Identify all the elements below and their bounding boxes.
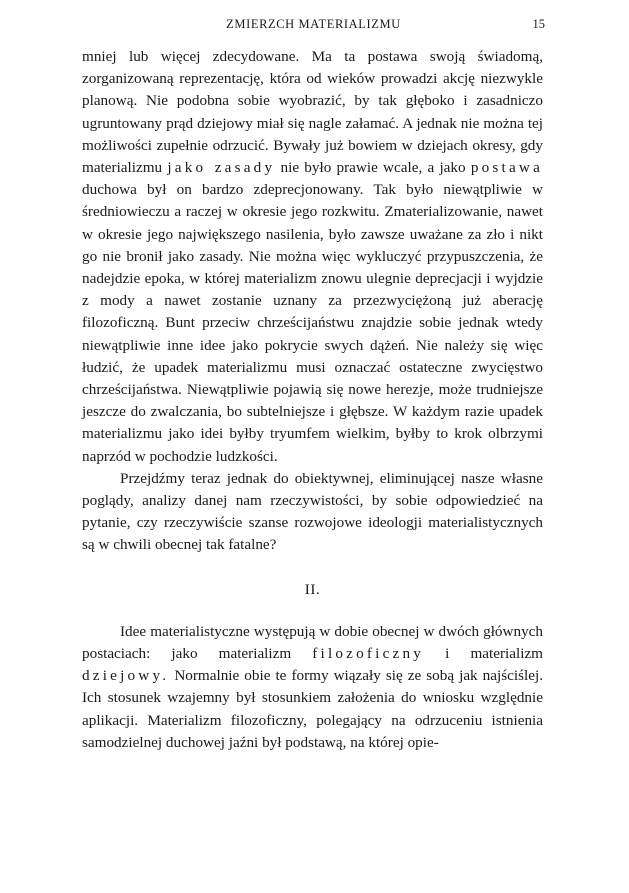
body-text bbox=[82, 46, 543, 754]
paragraph-text: Normalnie obie te formy wiązały się ze sobą jak najściślej. Ich stosunek wzajemny był stosunkiem założenia do wniosku względnie aplikacji. Materializm filozoficzny, polegający na odrzuceniu istnienia samodzielnej duchowej jaźni był podstawą, na której opie- bbox=[82, 667, 543, 751]
running-title: ZMIERZCH MATERIALIZMU bbox=[226, 17, 401, 31]
paragraph-continued bbox=[82, 46, 543, 468]
emphasized-text: postawa bbox=[470, 159, 544, 177]
emphasized-text: filozoficzny bbox=[312, 645, 425, 663]
paragraph-text: mniej lub więcej zdecydowane. Ma ta postawa swoją świadomą, zorganizowaną reprezentację, która od wieków prowadzi akcję niezwykle planową. Nie podobna sobie wyobrazić, by tak głęboko i zasadniczo ugruntowany prąd dziejowy miał się nagle załamać. A jednak nie można tej możliwości zupełnie odrzucić. Bywały już bowiem w dziejach okresy, gdy materializmu bbox=[82, 48, 543, 177]
section-heading: II. bbox=[304, 580, 321, 598]
page-number: 15 bbox=[532, 17, 545, 31]
paragraph bbox=[82, 621, 543, 754]
paragraph-text: i materializm bbox=[445, 645, 543, 663]
paragraph-text: Idee materialistyczne występują w dobie obecnej w dwóch głównych postaciach: jako materializm bbox=[82, 622, 543, 663]
emphasized-text: dziejowy. bbox=[82, 667, 170, 685]
paragraph-text: duchowa był on bardzo zdeprecjonowany. Tak było niewątpliwie w średniowieczu a raczej w okresie jego rozkwitu. Zmaterializowanie, nawet w okresie jego największego nasilenia, było zawsze uważane za zło i nikt go nie bronił jako zasady. Nie można więc wykluczyć przypuszczenia, że nadejdzie epoka, w której materializm znowu ulegnie deprecjacji i wyjdzie z mody a nawet zostanie uznany za przezwyciężoną już aberację filozoficzną. Bunt przeciw chrześcijaństwu znajdzie sobie jednak wtedy niewątpliwie inne idee jako pokrycie swych dążeń. Nie należy się więc łudzić, że upadek materializmu musi oznaczać ostateczne zwycięstwo chrześcijaństwa. Niewątpliwie pojawią się nowe herezje, może trudniejsze jeszcze do zwalczania, bo subtelniejsze i głębsze. W każdym razie upadek materializmu jako idei byłby tryumfem wielkim, byłby to krok olbrzymi naprzód w pochodzie ludzkości. bbox=[82, 181, 543, 465]
paragraph-text: nie było prawie wcale, a jako bbox=[280, 159, 466, 177]
running-head bbox=[82, 17, 545, 35]
paragraph: Przejdźmy teraz jednak do obiektywnej, eliminującej nasze własne poglądy, analizy danej nam rzeczywistości, by sobie odpowiedzieć na pytanie, czy rzeczywiście szanse rozwojowe ideologji materialistycznych są w chwili obecnej tak fatalne? bbox=[82, 469, 543, 554]
emphasized-text: jako zasady bbox=[167, 159, 276, 177]
